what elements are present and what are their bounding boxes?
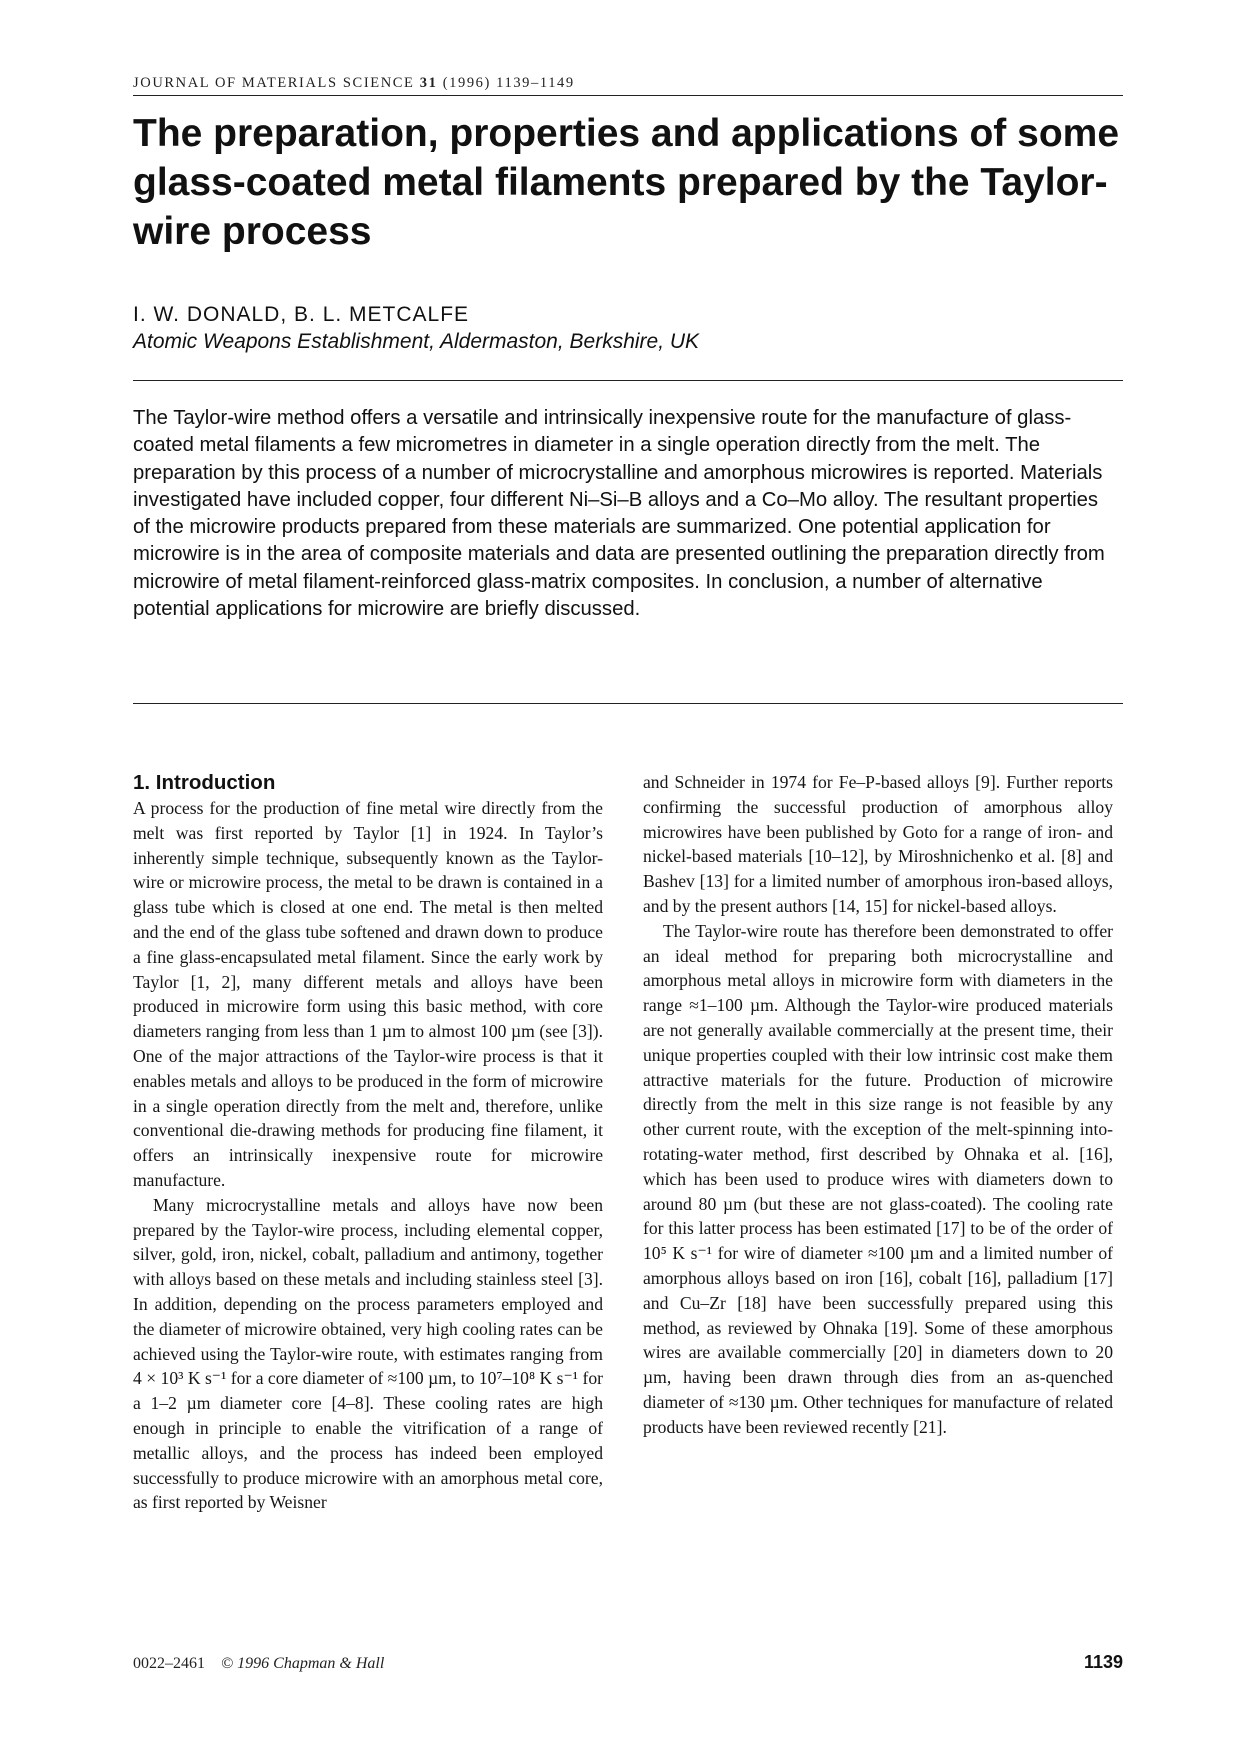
body-paragraph: and Schneider in 1974 for Fe–P-based alloys [9]. Further reports confirming the successful production of amorphous alloy microwires have been published by Goto for a range of iron- and nickel-based materials [10–12], by Miroshnichenko et al. [8] and Bashev [13] for a limited number of amorphous iron-based alloys, and by the present authors [14, 15] for nickel-based alloys. (643, 772, 1113, 916)
page-number: 1139 (1083, 1652, 1123, 1672)
body-column-right (643, 770, 1113, 1440)
article-title: The preparation, properties and applications of some glass-coated metal filaments prepared by the Taylor-wire process (133, 112, 1120, 253)
section-heading: 1. Introduction (133, 771, 276, 794)
body-paragraph: The Taylor-wire route has therefore been demonstrated to offer an ideal method for preparing both microcrystalline and amorphous metal alloys in microwire form with diameters in the range ≈1–100 µm. Although the Taylor-wire produced materials are not generally available commercially at the present time, their unique properties coupled with their low intrinsic cost make them attractive materials for the future. Production of microwire directly from the melt in this size range is not feasible by any other current route, with the exception of the melt-spinning into-rotating-water method, first described by Ohnaka et al. [16], which has been used to produce wires with diameters down to around 80 µm (but these are not glass-coated). The cooling rate for this latter process has been estimated [17] to be of the order of 10⁵ K s⁻¹ for wire of diameter ≈100 µm and a limited number of amorphous alloys based on iron [16], cobalt [16], palladium [17] and Cu–Zr [18] have been successfully prepared using this method, as reviewed by Ohnaka [19]. Some of these amorphous wires are available commercially [20] in diameters down to 20 µm, having been drawn through dies from an as-quenched diameter of ≈130 µm. Other techniques for manufacture of related products have been reviewed recently [21]. (643, 920, 1113, 1437)
abstract-top-rule (133, 380, 1123, 381)
body-column-left (133, 770, 603, 1515)
running-head (133, 75, 1123, 92)
journal-name: JOURNAL OF MATERIALS SCIENCE (133, 75, 415, 91)
body-paragraph: A process for the production of fine metal wire directly from the melt was first reported by Taylor [1] in 1924. In Taylor’s inherently simple technique, subsequently known as the Taylor-wire or microwire process, the metal to be drawn is contained in a glass tube which is closed at one end. The metal is then melted and the end of the glass tube softened and drawn down to produce a fine glass-encapsulated metal filament. Since the early work by Taylor [1, 2], many different metals and alloys have been produced in microwire form using this basic method, with core diameters ranging from less than 1 µm to almost 100 µm (see [3]). One of the major attractions of the Taylor-wire process is that it enables metals and alloys to be produced in the form of microwire in a single operation directly from the melt and, therefore, unlike conventional die-drawing methods for producing fine filament, it offers an intrinsically inexpensive route for microwire manufacture. (133, 798, 603, 1190)
abstract-bottom-rule (133, 703, 1123, 704)
abstract: The Taylor-wire method offers a versatile and intrinsically inexpensive route for the manufacture of glass-coated metal filaments a few micrometres in diameter in a single operation directly from the melt. The preparation by this process of a number of microcrystalline and amorphous microwires is reported. Materials investigated have included copper, four different Ni–Si–B alloys and a Co–Mo alloy. The resultant properties of the microwire products prepared from these materials are summarized. One potential application for microwire is in the area of composite materials and data are presented outlining the preparation directly from microwire of metal filament-reinforced glass-matrix composites. In conclusion, a number of alternative potential applications for microwire are briefly discussed. (133, 407, 1105, 621)
header-rule (133, 95, 1123, 96)
article-authors: I. W. DONALD, B. L. METCALFE (133, 303, 470, 326)
footer-publisher: © 1996 Chapman & Hall (221, 1655, 385, 1672)
journal-volume: 31 (419, 75, 438, 91)
body-paragraph: Many microcrystalline metals and alloys have now been prepared by the Taylor-wire process, including elemental copper, silver, gold, iron, nickel, cobalt, palladium and antimony, together with alloys based on these metals and including stainless steel [3]. In addition, depending on the process parameters employed and the diameter of microwire obtained, very high cooling rates can be achieved using the Taylor-wire route, with estimates ranging from 4 × 10³ K s⁻¹ for a core diameter of ≈100 µm, to 10⁷–10⁸ K s⁻¹ for a 1–2 µm diameter core [4–8]. These cooling rates are high enough in principle to enable the vitrification of a range of metallic alloys, and the process has indeed been employed successfully to produce microwire with an amorphous metal core, as first reported by Weisner (133, 1194, 603, 1513)
footer-issn: 0022–2461 (133, 1655, 205, 1672)
footer-copyright (133, 1655, 384, 1673)
journal-year-pages: (1996) 1139–1149 (442, 75, 575, 91)
article-affiliation: Atomic Weapons Establishment, Aldermaston, Berkshire, UK (133, 330, 700, 353)
